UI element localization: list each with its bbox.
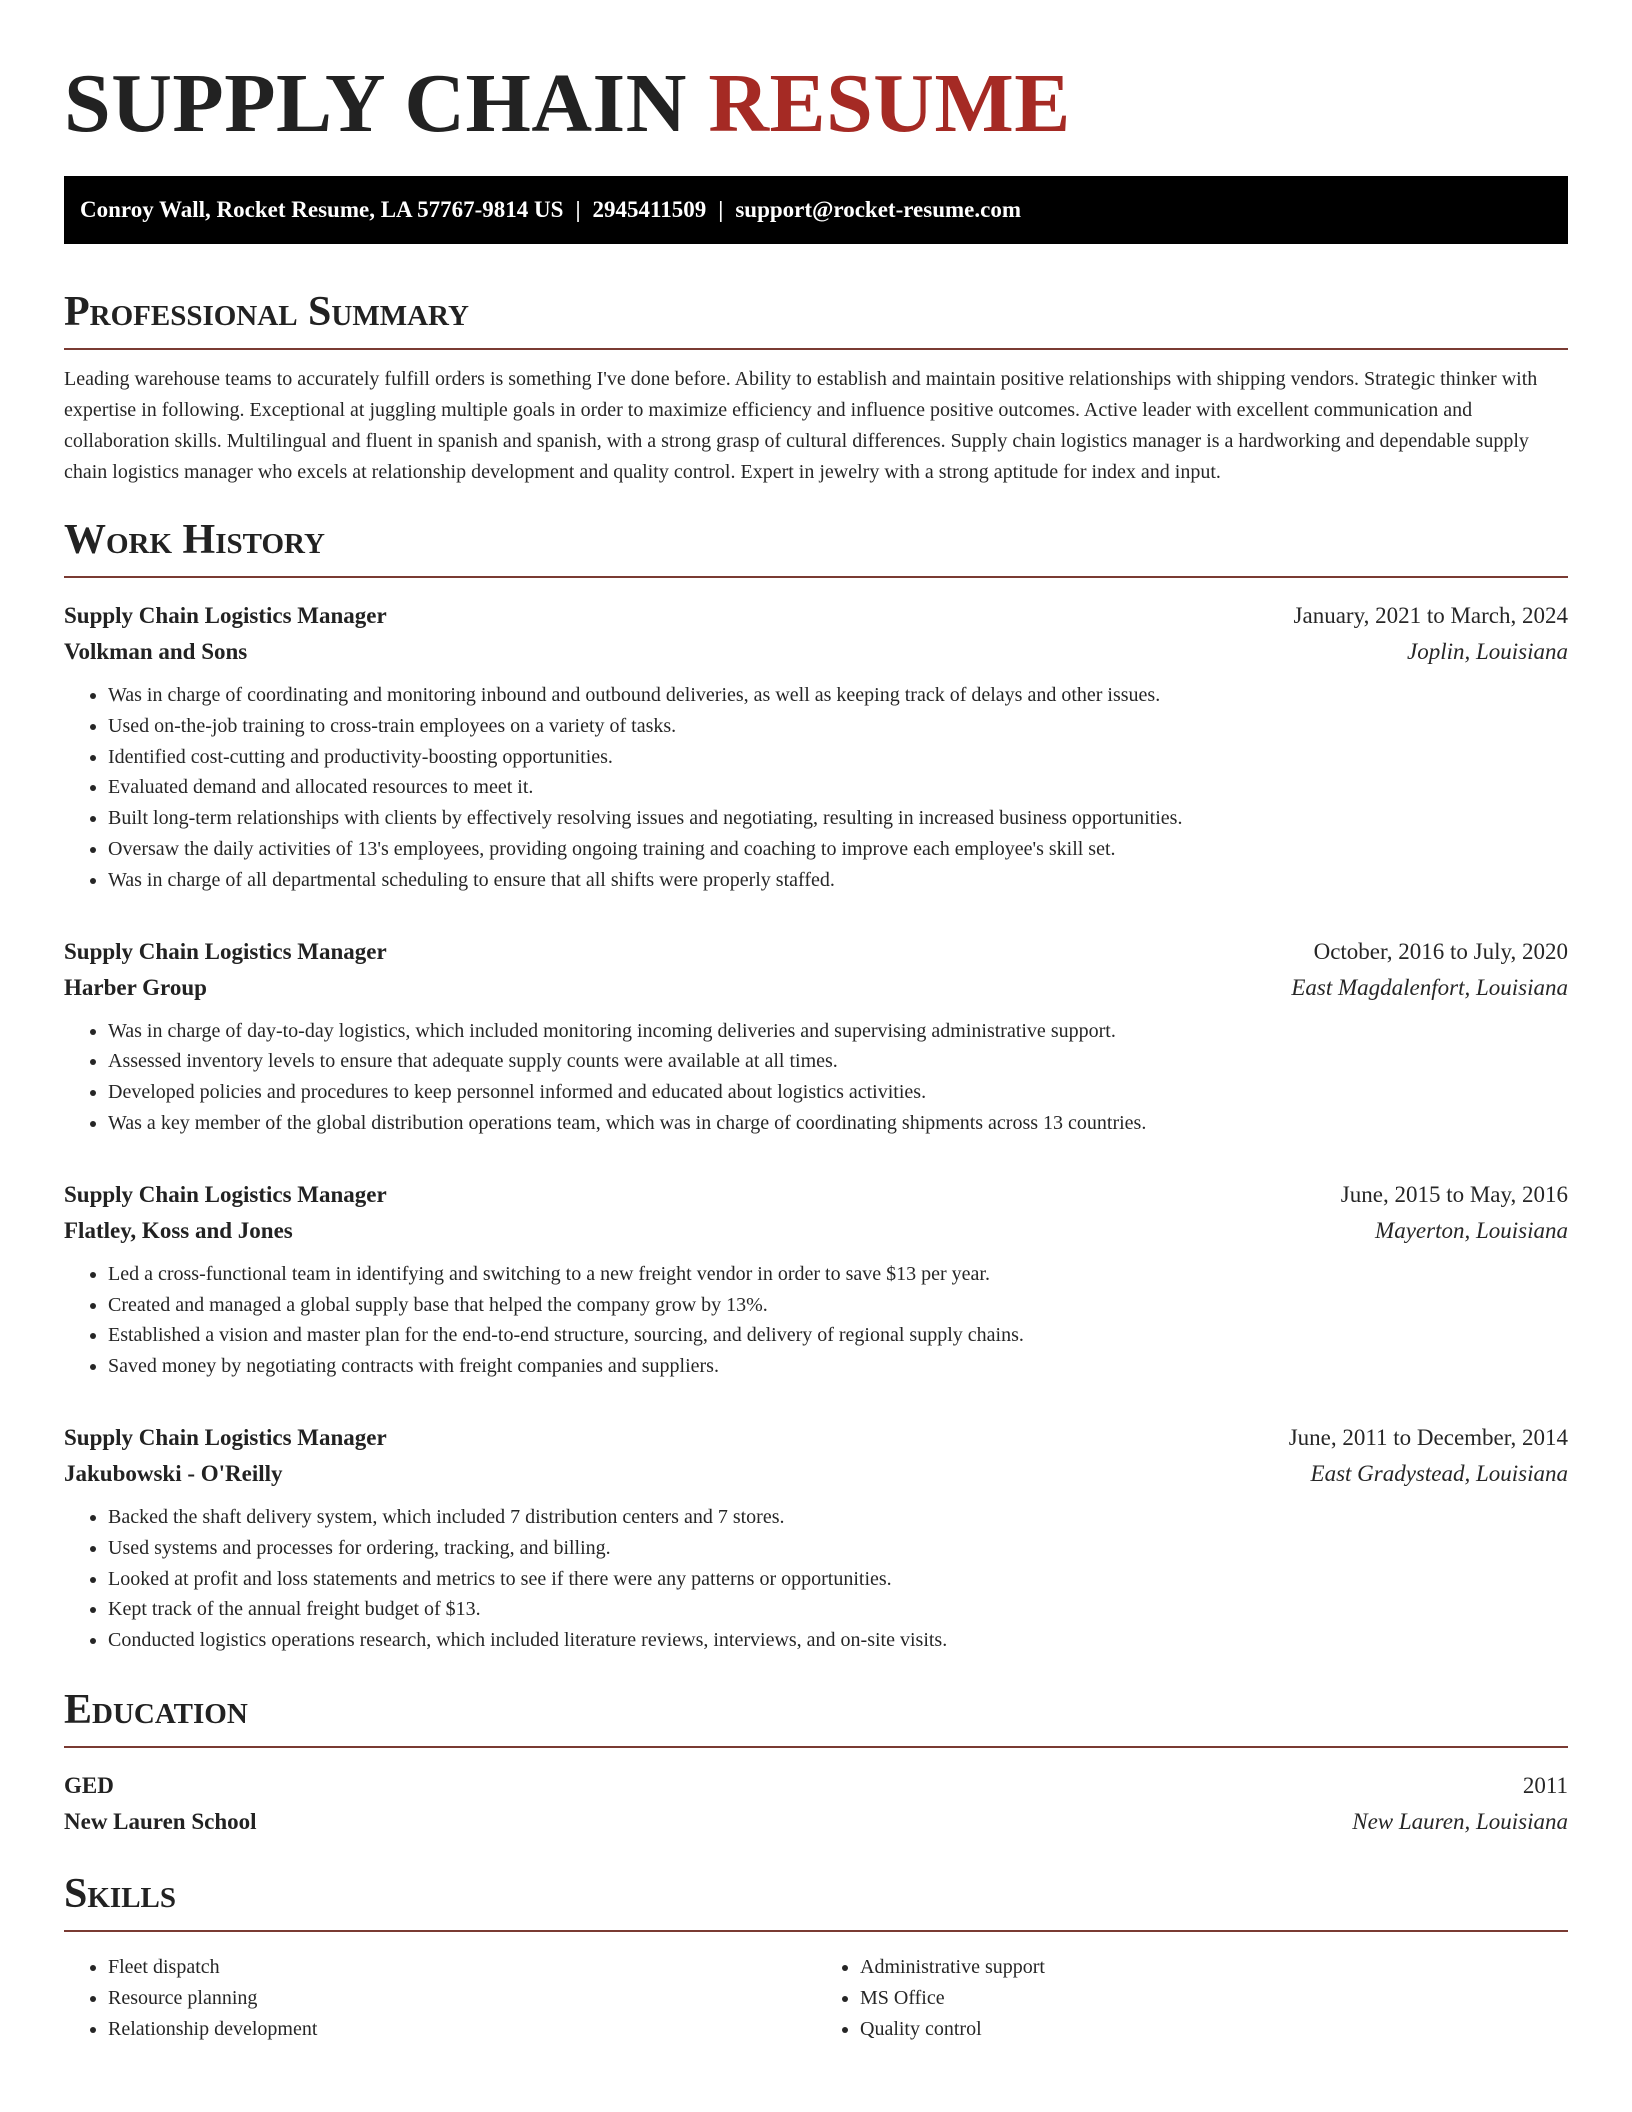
job-subheader	[64, 1213, 1568, 1249]
job-bullets	[64, 1259, 1568, 1382]
job-bullet: • Assessed inventory levels to ensure that adequate supply counts were available at all times.	[108, 1046, 1568, 1077]
job-bullets	[64, 1502, 1568, 1656]
job-title: Supply Chain Logistics Manager	[64, 1424, 387, 1450]
skill-item: • Quality control	[860, 2014, 1568, 2045]
skill-item: • Relationship development	[108, 2014, 816, 2045]
job-bullet: • Was in charge of day-to-day logistics, which included monitoring incoming deliveries and supervising administrative support.	[108, 1016, 1568, 1047]
education-entry	[64, 1768, 1568, 1840]
education-school: New Lauren School	[64, 1808, 257, 1834]
job-subheader	[64, 1456, 1568, 1492]
job-title: Supply Chain Logistics Manager	[64, 938, 387, 964]
job-bullet: • Was in charge of all departmental scheduling to ensure that all shifts were properly staffed.	[108, 865, 1568, 896]
job-bullet: • Identified cost-cutting and productivity-boosting opportunities.	[108, 742, 1568, 773]
job-location: Joplin, Louisiana	[1406, 639, 1568, 664]
job-bullets	[64, 1016, 1568, 1139]
skills-column-left	[64, 1952, 816, 2044]
job-dates: January, 2021 to March, 2024	[1293, 603, 1568, 628]
job-bullets	[64, 680, 1568, 896]
job-bullet: • Was a key member of the global distribution operations team, which was in charge of coordinating shipments across 13 countries.	[108, 1108, 1568, 1139]
job-entry	[64, 934, 1568, 1139]
job-title: Supply Chain Logistics Manager	[64, 1181, 387, 1207]
job-bullet: • Built long-term relationships with clients by effectively resolving issues and negotiating, resulting in increased business opportunities.	[108, 803, 1568, 834]
job-bullet: • Developed policies and procedures to keep personnel informed and educated about logistics activities.	[108, 1077, 1568, 1108]
job-bullet: • Established a vision and master plan for the end-to-end structure, sourcing, and delivery of regional supply chains.	[108, 1320, 1568, 1351]
contact-address: Conroy Wall, Rocket Resume, LA 57767-9814 US	[80, 197, 564, 222]
job-bullet: • Backed the shaft delivery system, which included 7 distribution centers and 7 stores.	[108, 1502, 1568, 1533]
contact-bar	[64, 176, 1568, 244]
job-bullet: • Used on-the-job training to cross-train employees on a variety of tasks.	[108, 711, 1568, 742]
job-dates: June, 2011 to December, 2014	[1288, 1424, 1568, 1450]
contact-phone: 2945411509	[592, 197, 707, 222]
job-location: East Gradystead, Louisiana	[1310, 1460, 1568, 1486]
skill-item: • Fleet dispatch	[108, 1952, 816, 1983]
title-accent: RESUME	[708, 57, 1071, 150]
education-degree: GED	[64, 1772, 114, 1798]
section-heading-skills: Skills	[64, 1868, 1568, 1932]
skill-item: • Resource planning	[108, 1983, 816, 2014]
job-company: Jakubowski - O'Reilly	[64, 1460, 283, 1486]
skills-column-right	[816, 1952, 1568, 2044]
job-bullet: • Kept track of the annual freight budget of $13.	[108, 1594, 1568, 1625]
job-bullet: • Evaluated demand and allocated resources to meet it.	[108, 772, 1568, 803]
job-title: Supply Chain Logistics Manager	[64, 603, 387, 628]
job-company: Harber Group	[64, 974, 207, 1000]
skills-list	[64, 1952, 1568, 2044]
education-subheader	[64, 1804, 1568, 1840]
job-entry	[64, 598, 1568, 896]
job-header	[64, 1177, 1568, 1213]
job-bullet: • Used systems and processes for ordering, tracking, and billing.	[108, 1533, 1568, 1564]
job-bullet: • Created and managed a global supply base that helped the company grow by 13%.	[108, 1290, 1568, 1321]
job-bullet: • Led a cross-functional team in identifying and switching to a new freight vendor in order to save $13 per year.	[108, 1259, 1568, 1290]
education-year: 2011	[1522, 1772, 1568, 1798]
job-subheader	[64, 970, 1568, 1006]
job-entry	[64, 1177, 1568, 1382]
contact-separator: |	[575, 197, 581, 222]
section-heading-summary: Professional Summary	[64, 286, 1568, 350]
job-location: East Magdalenfort, Louisiana	[1291, 974, 1568, 1000]
resume-title	[64, 54, 1568, 154]
education-header	[64, 1768, 1568, 1804]
job-bullet: • Saved money by negotiating contracts with freight companies and suppliers.	[108, 1351, 1568, 1382]
job-company: Flatley, Koss and Jones	[64, 1217, 293, 1243]
job-company: Volkman and Sons	[64, 639, 248, 664]
section-heading-work: Work History	[64, 514, 1568, 578]
job-bullet: • Was in charge of coordinating and monitoring inbound and outbound deliveries, as well as keeping track of delays and other issues.	[108, 680, 1568, 711]
job-bullet: • Oversaw the daily activities of 13's employees, providing ongoing training and coaching to improve each employee's skill set.	[108, 834, 1568, 865]
education-location: New Lauren, Louisiana	[1352, 1808, 1568, 1834]
job-bullet: • Conducted logistics operations research, which included literature reviews, interviews, and on-site visits.	[108, 1625, 1568, 1656]
skill-item: • Administrative support	[860, 1952, 1568, 1983]
section-heading-education: Education	[64, 1684, 1568, 1748]
job-dates: October, 2016 to July, 2020	[1313, 938, 1568, 964]
job-header	[64, 1420, 1568, 1456]
job-bullet: • Looked at profit and loss statements and metrics to see if there were any patterns or opportunities.	[108, 1564, 1568, 1595]
job-subheader	[64, 634, 1568, 670]
title-main: SUPPLY CHAIN	[64, 57, 687, 150]
contact-separator: |	[718, 197, 724, 222]
contact-email: support@rocket-resume.com	[735, 197, 1021, 222]
job-entry	[64, 1420, 1568, 1656]
summary-text: Leading warehouse teams to accurately fulfill orders is something I've done before. Ability to establish and maintain positive relationships with shipping vendors. Strategic thinker with expertise in following. Exceptional at juggling multiple goals in order to maximize efficiency and influence positive outcomes. Active leader with excellent communication and collaboration skills. Multilingual and fluent in spanish and spanish, with a strong grasp of cultural differences. Supply chain logistics manager is a hardworking and dependable supply chain logistics manager who excels at relationship development and quality control. Expert in jewelry with a strong aptitude for index and input.	[64, 368, 1538, 483]
skill-item: • MS Office	[860, 1983, 1568, 2014]
job-location: Mayerton, Louisiana	[1375, 1217, 1568, 1243]
job-header	[64, 934, 1568, 970]
job-header	[64, 598, 1568, 634]
job-dates: June, 2015 to May, 2016	[1340, 1181, 1568, 1207]
